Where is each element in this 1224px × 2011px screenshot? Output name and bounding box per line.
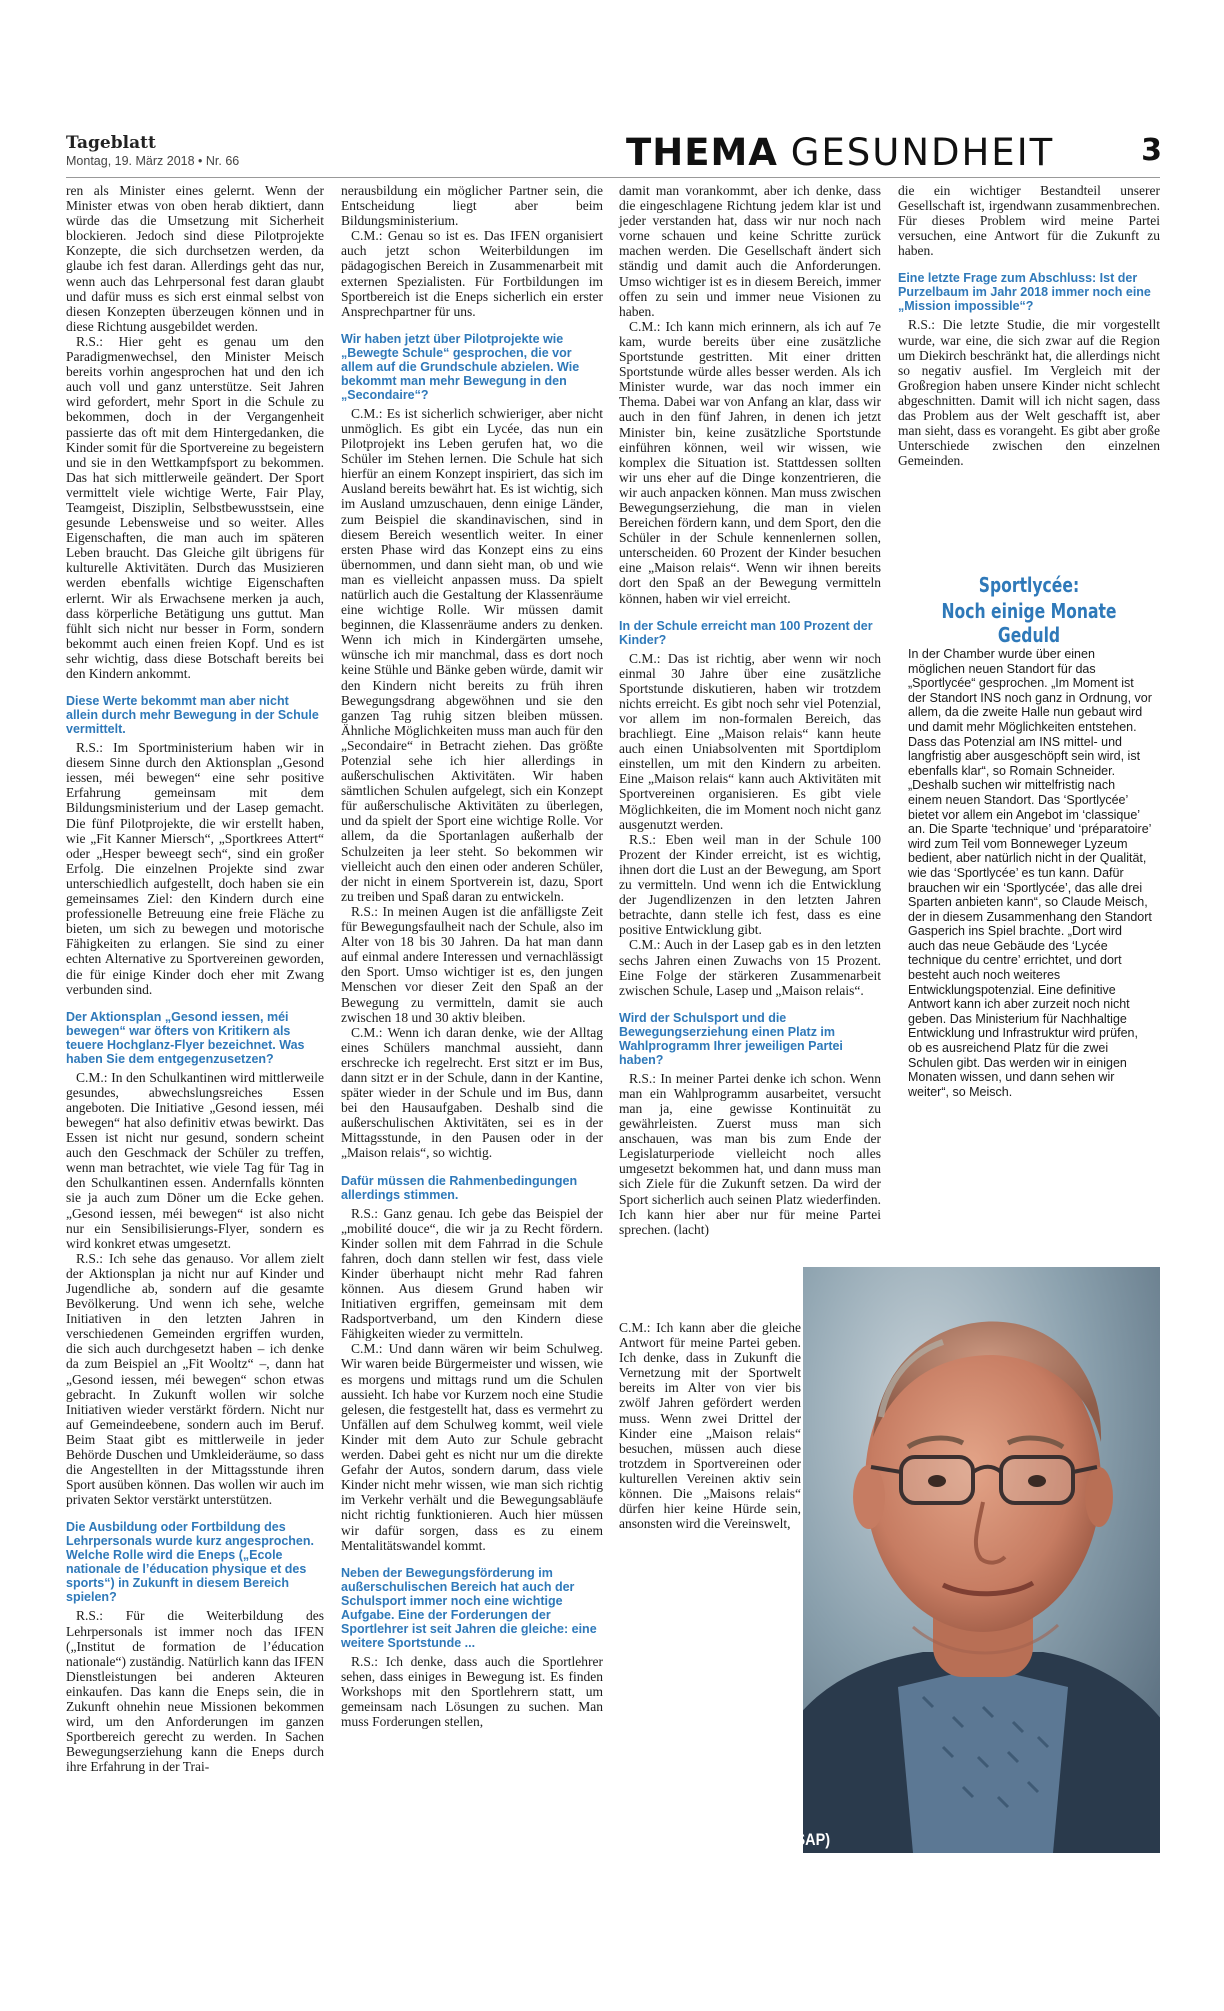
paragraph: damit man vorankommt, aber ich denke, dass die eingeschlagene Richtung jedem klar ist und jeder verstanden hat, dass wir nur noch nach vorne schauen und keine Schritte zurück machen werden. Die Gesellschaft ändert sich ständig und damit auch die Anforderungen. Umso wichtiger ist es in diesem Bereich, immer offen zu sein und immer neue Visionen zu haben. xyxy=(619,183,881,319)
question-heading: Wird der Schulsport und die Bewegungserziehung einen Platz im Wahlprogramm Ihrer jeweiligen Partei haben? xyxy=(619,1010,843,1067)
paragraph: R.S.: Eben weil man in der Schule 100 Prozent der Kinder erreicht, ist es wichtig, ihnen dort die Lust an der Bewegung, am Sport zu vermitteln. Und wenn ich die Entwicklung der Jugendlizenzen in den letzten Jahren betrachte, dann stelle ich fest, dass es eine positive Entwicklung gibt. xyxy=(619,831,881,938)
question-heading: Dafür müssen die Rahmenbedingungen allerdings stimmen. xyxy=(341,1173,578,1202)
photo-caption: Romain Schneider (LSAP) xyxy=(651,1830,831,1849)
paragraph: R.S.: Für die Weiterbildung des Lehrpersonals ist immer noch das IFEN („Institut de formation de l’éducation nationale“) zuständig. Natürlich kann das IFEN Dienstleistungen bei anderen Akteuren einkaufen. Das kann die Eneps sein, die in Zukunft ohnehin neue Missionen bekommen wird, um den Anforderungen im ganzen Sportbereich gerecht zu werden. In Sachen Bewegungserziehung kann die Eneps durch ihre Erfahrung in der Trai- xyxy=(66,1608,324,1775)
question-heading: Die Ausbildung oder Fortbildung des Lehrpersonals wurde kurz angesprochen. Welche Rolle wird die Eneps („Ecole nationale de l’éducation physique et des sports“) in Zukunft in diesem Bereich spielen? xyxy=(66,1520,314,1605)
paragraph: nerausbildung ein möglicher Partner sein, die Entscheidung liegt aber beim Bildungsministerium. xyxy=(341,183,603,229)
section-title-light: GESUNDHEIT xyxy=(790,131,1055,174)
paragraph: R.S.: In meiner Partei denke ich schon. Wenn man ein Wahlprogramm ausarbeitet, versucht man ja, eine gewisse Kontinuität zu gewährleisten. Zuerst muss man sich anschauen, was man bis zum Ende der Legislaturperiode vielleicht noch alles umgesetzt bekommen hat, und dann muss man sich Ziele für die Zukunft setzen. Da wird der Sport sicherlich auch seinen Platz wiederfinden. Ich kann hier aber nur für meine Partei sprechen. (lacht) xyxy=(619,1070,881,1237)
paragraph: R.S.: Ich sehe das genauso. Vor allem zielt der Aktionsplan ja nicht nur auf Kinder und Jugendliche ab, sondern auf die gesamte Bevölkerung. Und wenn ich sehe, welche Initiativen in den letzten Jahren in verschiedenen Gemeinden ergriffen wurden, die sich auch durchgesetzt haben – ich denke da zum Beispiel an „Fit Wooltz“ –, dann hat „Gesond iessen, méi bewegen“ schon etwas gebracht. In Zukunft wollen wir solche Initiativen wieder verstärkt fördern. Nicht nur auf Gemeindeebene, sondern auch im Beruf. Beim Staat gibt es mittlerweile in jeder Behörde Duschen und Umkleideräume, so dass die Angestellten in der Mittagsstunde ihren Sport ausüben können. Das wollen wir auch im privaten Sektor verstärkt unterstützen. xyxy=(66,1250,324,1508)
paragraph: C.M.: Genau so ist es. Das IFEN organisiert auch jetzt schon Weiterbildungen im pädagogischen Bereich in Zusammenarbeit mit externen Spezialisten. Für Fortbildungen im Sportbereich ist die Eneps sicherlich ein erster Ansprechpartner für uns. xyxy=(341,228,603,319)
box-text: In der Chamber wurde über einen möglichen neuen Standort für das „Sportlycée“ gesprochen. „Im Moment ist der Standort INS noch ganz in Ordnung, vor allem, da die zweite Halle nun gebaut wird und damit mehr Möglichkeiten entstehen. Dass das Potenzial am INS mittel- und langfristig aber ausgeschöpft sein wird, ist ebenfalls klar“, so Romain Schneider. „Deshalb suchen wir mittelfristig nach einem neuen Standort. Das ‘Sportlycée’ bietet vor allem ein Angebot im ‘classique’ an. Die Sparte ‘technique’ und ‘préparatoire’ wird zum Teil vom Bonneweger Lyzeum bedient, aber natürlich nicht in der Qualität, wie das ‘Sportlycée’ es tun kann. Dafür brauchen wir ein ‘Sportlycée’, das alle drei Sparten anbieten kann“, so Claude Meisch, der in diesem Zusammenhang den Standort Gasperich ins Spiel brachte. „Dort wird auch das neue Gebäude des ‘Lycée technique du centre’ errichtet, und dort besteht auch noch weiteres Entwicklungspotenzial. Eine definitive Antwort kann ich aber zurzeit noch nicht geben. Das Ministerium für Nachhaltige Entwicklung und Infrastruktur wird prüfen, ob es ausreichend Platz für die zwei Schulen gibt. Das werden wir in einigen Monaten wissen, und dann sehen wir weiter“, so Meisch. xyxy=(908,647,1152,1099)
paragraph: C.M.: Das ist richtig, aber wenn wir noch einmal 30 Jahre über eine zusätzliche Sportstunde diskutieren, haben wir trotzdem nichts erreicht. Es gibt noch sehr viel Potenzial, vor allem im non-formalen Bereich, das brachliegt. Eine „Maison relais“ kann heute auch einen Uniabsolventen mit Sportdiplom einstellen, um mit den Kindern zu arbeiten. Eine „Maison relais“ kann auch Aktivitäten mit Sportvereinen organisieren. Es gibt viele Möglichkeiten, die im Moment noch nicht ganz ausgenutzt werden. xyxy=(619,650,881,832)
page-number: 3 xyxy=(1141,133,1162,168)
paragraph: R.S.: Ich denke, dass auch die Sportlehrer sehen, dass einiges in Bewegung ist. Es finden Workshops mit den Sportlehrern statt, um gemeinsam nach Lösungen zu suchen. Man muss Forderungen stellen, xyxy=(341,1653,603,1730)
paragraph: C.M.: Und dann wären wir beim Schulweg. Wir waren beide Bürgermeister und wissen, wie es morgens und mittags rund um die Schulen aussieht. Ich habe vor Kurzem noch eine Studie gelesen, die festgestellt hat, dass es vermehrt zu Unfällen auf dem Schulweg kommt, weil viele Kinder mit dem Auto zur Schule gebracht werden. Dabei geht es nicht nur um die direkte Gefahr der Autos, sondern darum, dass viele Kinder nicht mehr wissen, wie man sich richtig im Verkehr verhält und die Bewegungsabläufe nicht richtig funktionieren. Auch hier müssen wir dafür sorgen, dass es zu einem Mentalitätswandel kommt. xyxy=(341,1341,603,1553)
paragraph: R.S.: Im Sportministerium haben wir in diesem Sinne durch den Aktionsplan „Gesond iessen, méi bewegen“ eine sehr positive Erfahrung gemeinsam mit dem Bildungsministerium und der Lasep gemacht. Die fünf Pilotprojekte, die wir erstellt haben, wie „Fit Kanner Miersch“, „Sportkrees Attert“ oder „Hesper beweegt sech“, sind ein großer Erfolg. Die einzelnen Projekte sind zwar unterschiedlich aufgestellt, doch haben sie ein gemeinsames Ziel: den Kindern durch eine professionelle Betreuung eine freie Fläche zu bieten, um sich zu bewegen und motorische Fähigkeiten zu erlangen. Sie sind zu einer echten Alternative zu Sportvereinen geworden, die für einige Kinder doch eher mit Zwang verbunden sind. xyxy=(66,740,324,997)
article-column-1 xyxy=(66,183,324,1774)
question-heading: Der Aktionsplan „Gesond iessen, méi bewegen“ war öfters von Kritikern als teuere Hochglanz-Flyer bezeichnet. Was haben Sie dem entgegenzusetzen? xyxy=(66,1009,305,1066)
paragraph: ren als Minister eines gelernt. Wenn der Minister etwas von oben herab diktiert, dann würde das die Umsetzung mit Sicherheit blockieren. Jedoch sind diese Pilotprojekte Konzepte, die sich durchsetzen werden, da glaube ich fest daran. Allerdings geht das nur, wenn auch das Lehrpersonal fest daran glaubt und dafür muss es sich erst einmal selbst von diesen Konzepten überzeugen können und in diese Richtung ausgebildet werden. xyxy=(66,183,324,334)
question-heading: In der Schule erreicht man 100 Prozent der Kinder? xyxy=(619,618,873,647)
article-column-3 xyxy=(619,183,881,1237)
paragraph: die ein wichtiger Bestandteil unserer Gesellschaft ist, irgendwann zusammenbrechen. Für dieses Problem wird meine Partei versuchen, eine Antwort für die Zukunft zu haben. xyxy=(898,183,1160,259)
paragraph: C.M.: In den Schulkantinen wird mittlerweile gesundes, abwechslungsreiches Essen angeboten. Die Initiative „Gesond iessen, méi bewegen“ hat also definitiv etwas bewirkt. Das Essen ist nicht nur gesund, sondern scheint auch den Geschmack der Schüler zu treffen, wenn man betrachtet, wie viele Tag für Tag in den Schulkantinen essen. Andernfalls könnten sie ja auch zum Döner um die Ecke gehen. „Gesond iessen, méi bewegen“ ist also nicht nur ein Sensibilisierungs-Flyer, sondern es wird konkret etwas umgesetzt. xyxy=(66,1069,324,1251)
paragraph: C.M.: Auch in der Lasep gab es in den letzten sechs Jahren einen Zuwachs von 15 Prozent. Eine Folge der stärkeren Zusammenarbeit zwischen Schule, Lasep und „Maison relais“. xyxy=(619,937,881,998)
section-title-bold: THEMA xyxy=(626,131,778,174)
dateline: Montag, 19. März 2018 • Nr. 66 xyxy=(66,154,240,168)
sidebar-box xyxy=(898,557,1160,1209)
portrait-photo xyxy=(803,1267,1160,1853)
article-column-4 xyxy=(898,183,1160,468)
question-heading: Wir haben jetzt über Pilotprojekte wie „Bewegte Schule“ gesprochen, die vor allem auf die Grundschule abzielen. Wie bekommt man mehr Bewegung in den „Secondaire“? xyxy=(341,331,580,402)
paragraph: R.S.: In meinen Augen ist die anfälligste Zeit für Bewegungsfaulheit nach der Schule, also im Alter von 18 bis 30 Jahren. Da hat man dann auf einmal andere Interessen und vernachlässigt den Sport. Umso wichtiger ist es, den jungen Menschen vor dieser Zeit den Spaß an der Bewegung zu vermitteln, damit sie auch zwischen 18 und 30 aktiv bleiben. xyxy=(341,903,603,1025)
paragraph: C.M.: Ich kann aber die gleiche Antwort für meine Partei geben. Ich denke, dass in Zukunft die Vernetzung mit der Sportwelt bereits im Alter von vier bis zwölf Jahren gefördert werden muss. Wenn zwei Drittel der Kinder eine „Maison relais“ besuchen, müssen auch diese trotzdem in Sportvereinen oder kulturellen Vereinen aktiv sein können. Die „Maisons relais“ dürfen hier keine Hürde sein, ansonsten wird die Vereinswelt, xyxy=(619,1320,801,1532)
masthead xyxy=(66,133,1162,173)
box-title-line-1: Sportlycée: xyxy=(978,573,1080,597)
paragraph: R.S.: Die letzte Studie, die mir vorgestellt wurde, war eine, die sich zwar auf die Region um Diekirch beschränkt hat, die allerdings nicht so negativ ausfiel. Im Vergleich mit der Großregion haben unsere Kinder nicht schlecht abgeschnitten. Damit will ich nicht sagen, dass das Problem aus der Welt geschafft ist, aber man sieht, dass es vorangeht. Es gibt aber große Unterschiede zwischen den einzelnen Gemeinden. xyxy=(898,317,1160,469)
paragraph: C.M.: Wenn ich daran denke, wie der Alltag eines Schülers manchmal aussieht, dann erschrecke ich regelrecht. Erst sitzt er im Bus, dann sitzt er in der Schule, dann in der Kantine, später wieder in der Schule und im Bus, dann bei den Hausaufgaben. Deshalb sind die außerschulischen Aktivitäten, sei es in der Mittagsstunde, in den Pausen oder in der „Maison relais“, so wichtig. xyxy=(341,1024,603,1161)
box-title-line-2: Noch einige Monate Geduld xyxy=(941,599,1117,647)
newspaper-name: Tageblatt xyxy=(66,133,156,153)
paragraph: R.S.: Hier geht es genau um den Paradigmenwechsel, den Minister Meisch bereits vorhin angesprochen hat und den ich auch voll und ganz unterstütze. Seit Jahren wird gefordert, mehr Sport in die Schule zu bekommen, doch in der Vergangenheit passierte das oft mit dem Hintergedanken, die Kinder somit für die Sportvereine zu begeistern und sie in den Wettkampfsport zu bekommen. Das hat sich mittlerweile geändert. Der Sport vermittelt viele wichtige Werte, Fair Play, Teamgeist, Disziplin, Selbstbewusstsein, eine gesunde Lebensweise und so weiter. Alles Eigenschaften, die man auch im späteren Leben braucht. Das Gleiche gilt übrigens für kulturelle Aktivitäten. Durch das Musizieren werden ebenfalls wichtige Eigenschaften erlernt. Wir als Erwachsene merken ja auch, dass körperliche Betätigung uns guttut. Man fühlt sich nicht nur besser in Form, sondern bekommt auch einen freien Kopf. Und es ist sehr wichtig, dass diese Botschaft bereits bei den Kindern ankommt. xyxy=(66,333,324,681)
paragraph: C.M.: Ich kann mich erinnern, als ich auf 7e kam, wurde bereits über eine zusätzliche Sportstunde gestritten. Mit einer dritten Sportstunde würde alles besser werden. Als ich Minister wurde, war das noch immer ein Thema. Dabei war von Anfang an klar, dass wir auch in den fünf Jahren, in denen ich jetzt Minister bin, keine zusätzliche Sportstunde einführen können, weil wir wissen, wie komplex die Situation ist. Stattdessen sollten wir uns eher auf die Dinge konzentrieren, die wir auch anpacken können. Man muss zwischen Bewegungserziehung, die man in vielen Bereichen fördern kann, und dem Sport, den die Schüler in der Schule kennenlernen sollen, unterscheiden. 60 Prozent der Kinder besuchen eine „Maison relais“. Wenn wir ihnen bereits dort den Spaß an der Bewegung vermitteln können, haben wir viel erreicht. xyxy=(619,318,881,606)
article-column-2 xyxy=(341,183,603,1729)
paragraph: C.M.: Es ist sicherlich schwieriger, aber nicht unmöglich. Es gibt ein Lycée, das nun ein Pilotprojekt ins Leben gerufen hat, wo die Schüler im Stehen lernen. Die Schule hat sich hierfür an einem Konzept inspiriert, das sich im Ausland bereits bewährt hat. Es ist wichtig, sich im Ausland umzuschauen, denn einige Länder, zum Beispiel die skandinavischen, sind in diesem Bereich wesentlich weiter. In einer ersten Phase wird das Konzept eins zu eins übernommen, und dann sieht man, ob und wie man es vielleicht anpassen muss. Da spielt natürlich auch die Gestaltung der Klassenräume eine wichtige Rolle. Wir müssen damit beginnen, die Klassenräume anders zu denken. Wenn ich mich in Kindergärten umsehe, wünsche ich mir manchmal, dass es dort noch keine Stühle und Bänke geben würde, damit wir den Kindern nicht bereits zu früh ihren Bewegungsdrang abgewöhnen und sie den ganzen Tag ruhig sitzen bleiben müssen. Ähnliche Möglichkeiten muss man auch für den „Secondaire“ in Betracht ziehen. Das größte Potenzial sehe ich hier allerdings in außerschulischen Aktivitäten. Wir haben sämtlichen Schulen aufgelegt, sich ein Konzept für außerschulische Aktivitäten zu überlegen, und da spielt der Sport eine wichtige Rolle. Vor allem, da die Sportanlagen außerhalb der Schulzeiten ja leer steht. So bekommen wir vielleicht auch den einen oder anderen Schüler, der nicht in einem Sportverein ist, dazu, Sport zu treiben und Spaß daran zu entwickeln. xyxy=(341,405,603,904)
question-heading: Eine letzte Frage zum Abschluss: Ist der Purzelbaum im Jahr 2018 immer noch eine „Mission impossible“? xyxy=(898,271,1151,314)
question-heading: Neben der Bewegungsförderung im außerschulischen Bereich hat auch der Schulsport immer noch eine wichtige Aufgabe. Eine der Forderungen der Sportlehrer ist seit Jahren die gleiche: eine weitere Sportstunde ... xyxy=(341,1565,597,1650)
paragraph: R.S.: Ganz genau. Ich gebe das Beispiel der „mobilité douce“, die wir ja zu Recht fördern. Kinder sollen mit dem Fahrrad in die Schule fahren, doch dann stellen wir fest, dass viele Kinder überhaupt nicht mehr Rad fahren können. Aus diesem Grund haben wir Initiativen ergriffen, gemeinsam mit dem Radsportverband, um den Kindern diese Fähigkeiten wieder zu vermitteln. xyxy=(341,1205,603,1342)
article-column-3-lower xyxy=(619,1320,801,1531)
portrait-illustration xyxy=(803,1267,1160,1853)
question-heading: Diese Werte bekommt man aber nicht allein durch mehr Bewegung in der Schule vermittelt. xyxy=(66,694,319,737)
section-title xyxy=(626,131,1054,174)
header-rule xyxy=(66,177,1160,178)
